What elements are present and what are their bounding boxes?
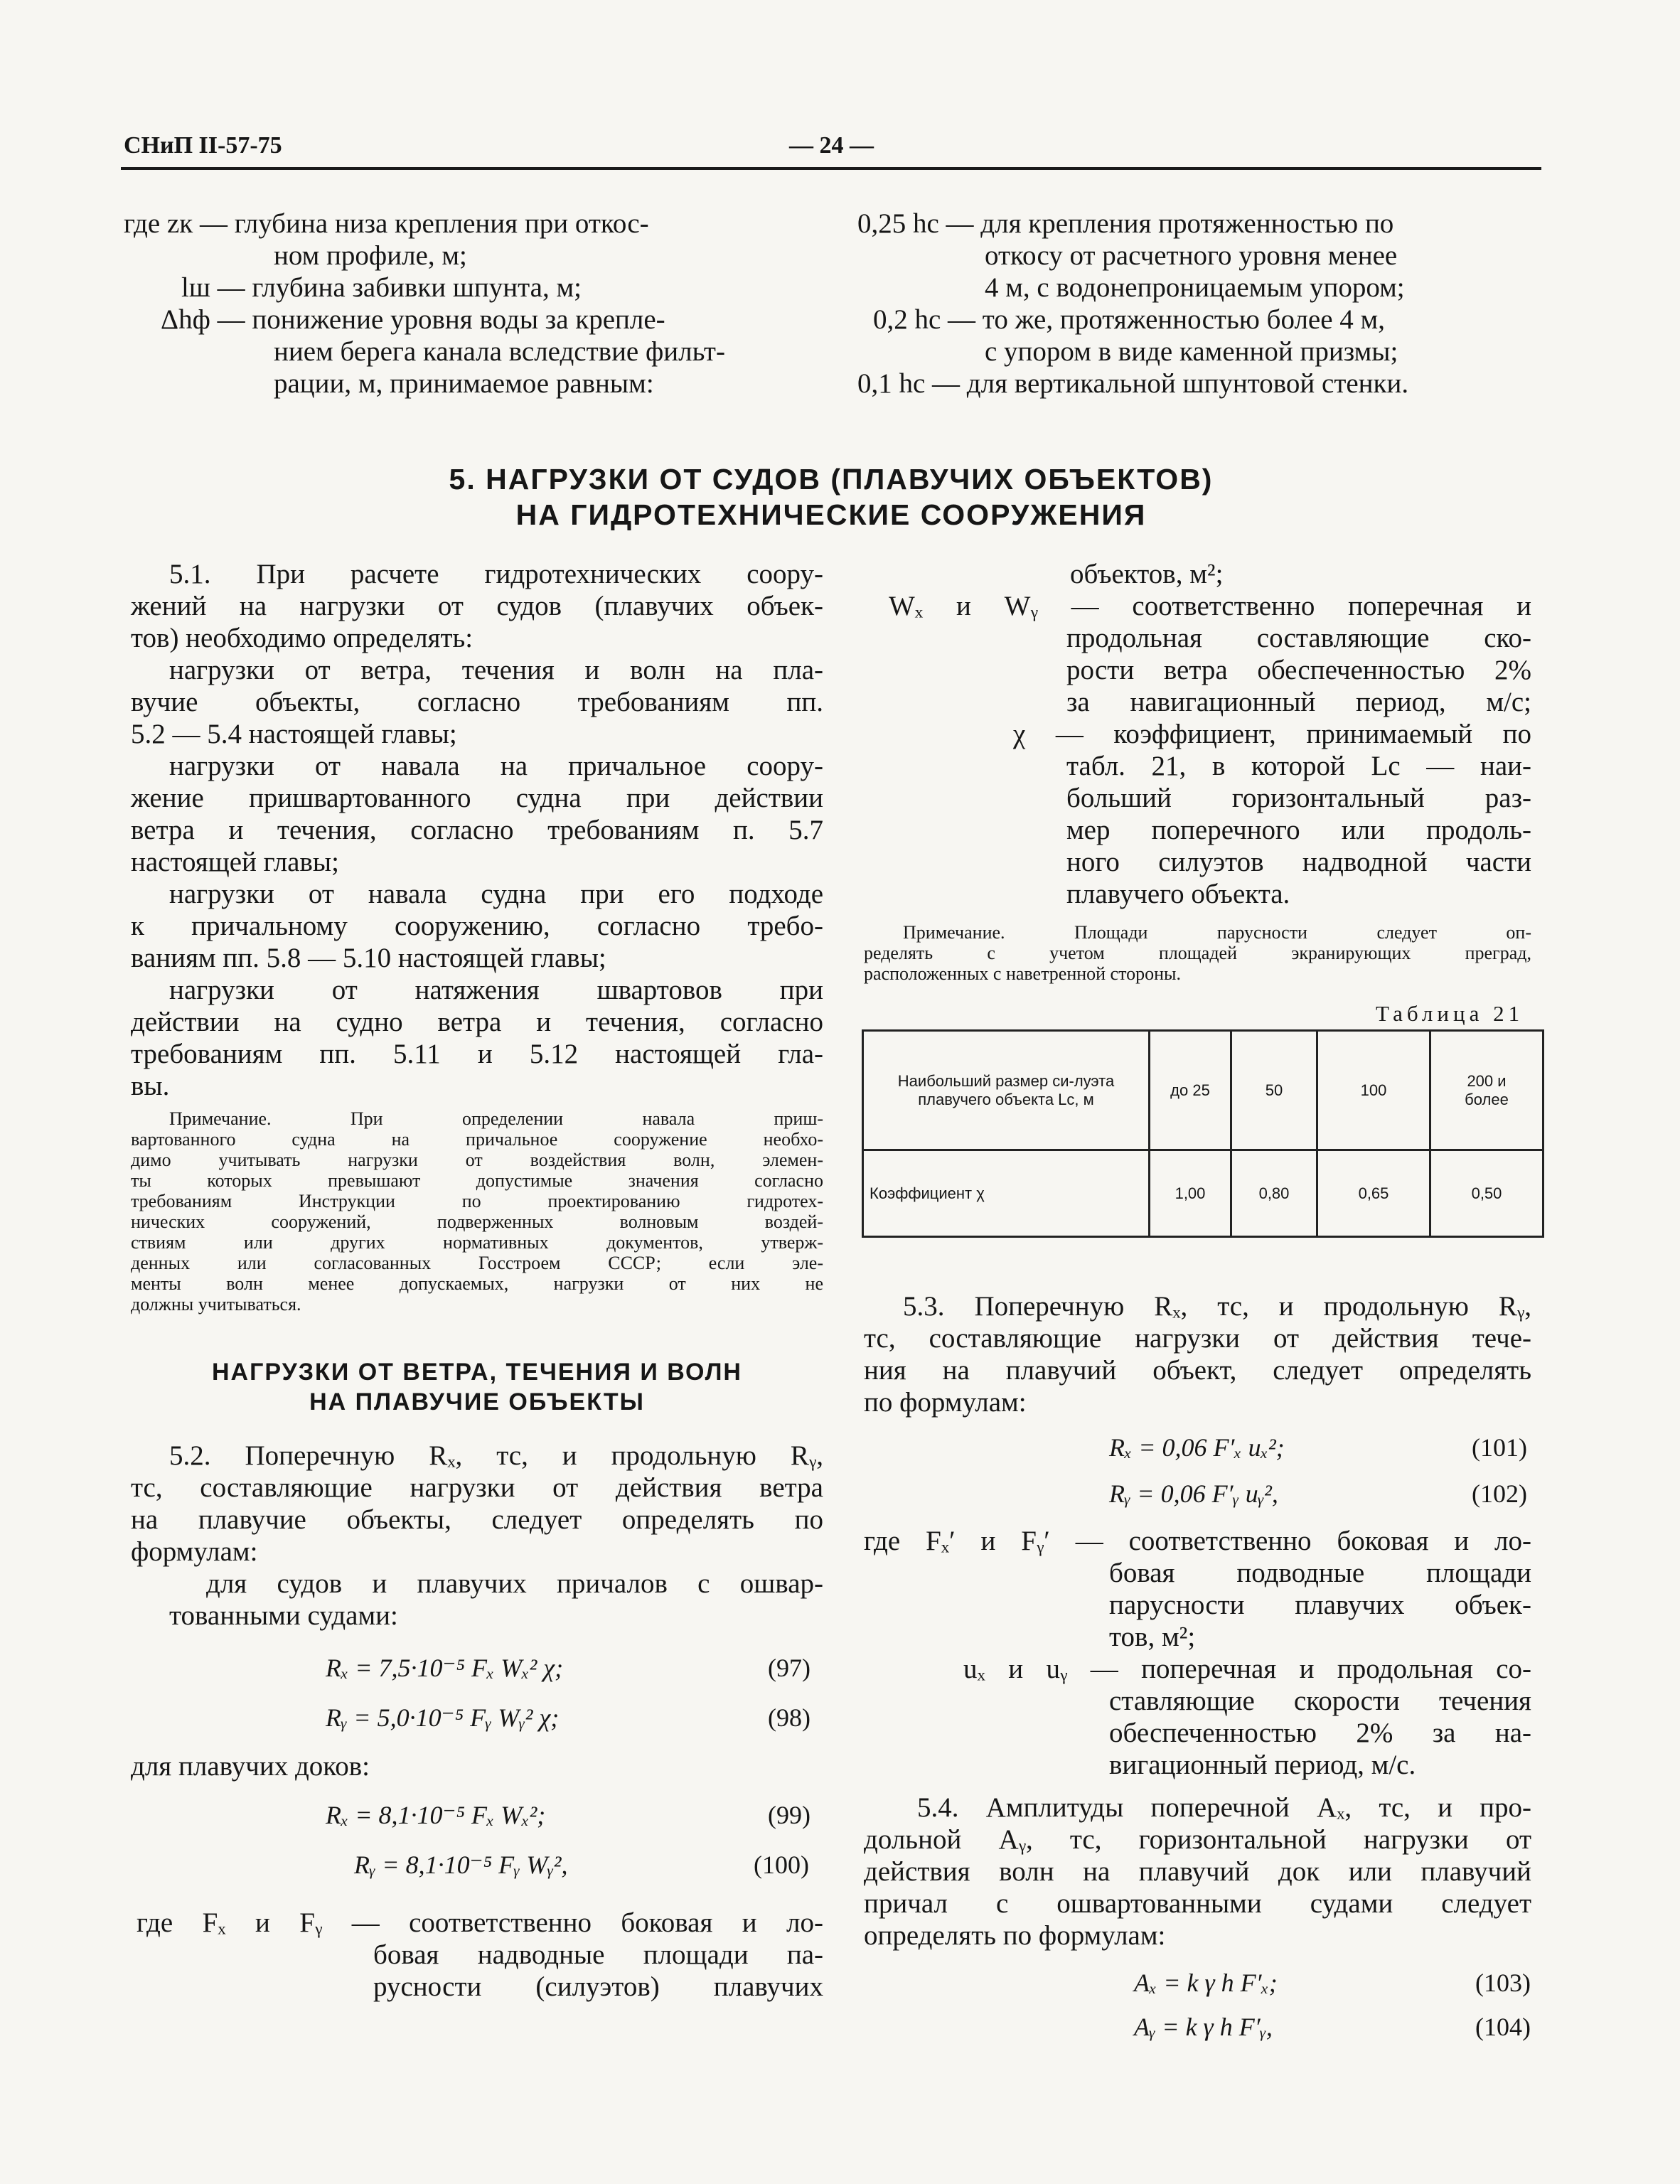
p51-line-12: к причальному сооружению, согласно требо- — [131, 911, 823, 941]
table-header-value: 50 — [1231, 1031, 1317, 1150]
p51-line-14: нагрузки от натяжения швартовов при — [169, 975, 823, 1005]
where2-line-3: парусности плавучих объек- — [1109, 1590, 1531, 1620]
right-cont-line-5: за навигационный период, м/с; — [1066, 687, 1531, 717]
eq104-number: (104) — [1475, 2013, 1531, 2041]
p52-line-6: тованными судами: — [169, 1600, 398, 1631]
eq100: Rᵧ = 8,1·10⁻⁵ Fᵧ Wᵧ², — [354, 1851, 568, 1879]
top-right-line-3: 4 м, с водонепроницаемым упором; — [985, 272, 1405, 303]
section-title-line-1: 5. НАГРУЗКИ ОТ СУДОВ (ПЛАВУЧИХ ОБЪЕКТОВ) — [449, 463, 1214, 496]
note1-line-9: менты волн менее допускаемых, нагрузки от них не — [131, 1273, 823, 1294]
right-cont-line-1: объектов, м²; — [1070, 559, 1224, 589]
eq103-number: (103) — [1475, 1969, 1531, 1997]
table-header-row — [863, 1031, 1543, 1150]
p54-line-3: действия волн на плавучий док или плавучий — [864, 1856, 1531, 1887]
note1-line-3: димо учитывать нагрузки от воздействия волн, элемен- — [131, 1150, 823, 1170]
p54-line-4: причал с ошвартованными судами следует — [864, 1888, 1531, 1919]
eq103: Aₓ = k γ h F′ₓ; — [1134, 1969, 1278, 1997]
top-right-line-5: с упором в виде каменной призмы; — [985, 336, 1398, 367]
p51-line-6: 5.2 — 5.4 настоящей главы; — [131, 719, 457, 749]
note1-line-7: ствиям или других нормативных документов, утверж- — [131, 1232, 823, 1253]
where2-line-7: обеспеченностью 2% за на- — [1109, 1718, 1531, 1748]
p53-line-3: ния на плавучий объект, следует определять — [864, 1355, 1531, 1386]
docks-line: для плавучих доков: — [131, 1751, 370, 1782]
eq100-number: (100) — [754, 1851, 809, 1879]
p52-line-3: на плавучие объекты, следует определять по — [131, 1504, 823, 1535]
note1-line-4: ты которых превышают допустимые значения согласно — [131, 1170, 823, 1191]
p51-line-10: настоящей главы; — [131, 847, 339, 877]
table-cell: 0,65 — [1317, 1150, 1430, 1237]
p51-line-11: нагрузки от навала судна при его подходе — [169, 879, 823, 909]
table-caption: Таблица 21 — [1376, 1001, 1524, 1026]
top-right-line-1: 0,25 hс — для крепления протяженностью по — [857, 208, 1394, 239]
p54-line-5: определять по формулам: — [864, 1920, 1166, 1951]
p52-line-2: тс, составляющие нагрузки от действия ветра — [131, 1472, 823, 1503]
where2-line-5: uₓ и uᵧ — поперечная и продольная со- — [963, 1654, 1531, 1684]
table-header-label: Наибольший размер си-луэта плавучего объекта Lс, м — [863, 1031, 1150, 1150]
top-left-line-3: lш — глубина забивки шпунта, м; — [181, 272, 582, 303]
top-left-line-5: нием берега канала вследствие фильт- — [274, 336, 725, 367]
eq104: Aᵧ = k γ h F′ᵧ, — [1134, 2013, 1273, 2041]
note2-line-1: Примечание. Площади парусности следует оп- — [903, 922, 1531, 943]
p51-line-16: требованиям пп. 5.11 и 5.12 настоящей гла- — [131, 1039, 823, 1069]
where2-line-2: бовая подводные площади — [1109, 1558, 1531, 1588]
p51-line-9: ветра и течения, согласно требованиям п. 5.7 — [131, 815, 823, 845]
where2-line-4: тов, м²; — [1109, 1622, 1196, 1652]
table-header-value: 100 — [1317, 1031, 1430, 1150]
note1-line-10: должны учитываться. — [131, 1294, 301, 1315]
right-cont-line-3: продольная составляющие ско- — [1066, 623, 1531, 653]
p53-line-1: 5.3. Поперечную Rₓ, тс, и продольную Rᵧ, — [903, 1291, 1531, 1322]
eq98: Rᵧ = 5,0·10⁻⁵ Fᵧ Wᵧ² χ; — [326, 1703, 560, 1732]
p52-line-5: для судов и плавучих причалов с ошвар- — [206, 1568, 823, 1599]
note2-line-3: расположенных с наветренной стороны. — [864, 963, 1181, 984]
table-row-label: Коэффициент χ — [863, 1150, 1150, 1237]
right-cont-line-11: плавучего объекта. — [1066, 879, 1290, 909]
p51-line-8: жение пришвартованного судна при действии — [131, 783, 823, 813]
subheading-line-2: НА ПЛАВУЧИЕ ОБЪЕКТЫ — [309, 1388, 645, 1415]
right-cont-line-4: рости ветра обеспеченностью 2% — [1066, 655, 1531, 685]
note1-line-2: вартованного судна на причальное сооружение необхо- — [131, 1129, 823, 1150]
subheading-line-1: НАГРУЗКИ ОТ ВЕТРА, ТЕЧЕНИЯ И ВОЛН — [212, 1359, 742, 1386]
top-left-line-2: ном профиле, м; — [274, 240, 467, 271]
right-cont-line-10: ного силуэтов надводной части — [1066, 847, 1531, 877]
where-line-3: русности (силуэтов) плавучих — [373, 1971, 823, 2002]
note2-line-2: ределять с учетом площадей экранирующих преград, — [864, 943, 1531, 963]
page-number: — 24 — — [789, 132, 874, 159]
table-cell: 0,50 — [1430, 1150, 1543, 1237]
p54-line-2: дольной Aᵧ, тс, горизонтальной нагрузки от — [864, 1824, 1531, 1855]
where2-line-6: ставляющие скорости течения — [1109, 1686, 1531, 1716]
eq101: Rₓ = 0,06 F′ₓ uₓ²; — [1109, 1433, 1285, 1462]
where2-line-8: вигационный период, м/с. — [1109, 1750, 1416, 1780]
p51-line-5: вучие объекты, согласно требованиям пп. — [131, 687, 823, 717]
table-cell: 1,00 — [1150, 1150, 1231, 1237]
top-right-line-4: 0,2 hс — то же, протяженностью более 4 м, — [873, 304, 1385, 335]
p51-line-13: ваниям пп. 5.8 — 5.10 настоящей главы; — [131, 943, 606, 973]
right-cont-line-7: табл. 21, в которой Lс — наи- — [1066, 751, 1531, 781]
header-rule — [121, 167, 1541, 170]
right-cont-line-2: Wₓ и Wᵧ — соответственно поперечная и — [889, 591, 1531, 621]
right-cont-line-8: больший горизонтальный раз- — [1066, 783, 1531, 813]
p51-line-4: нагрузки от ветра, течения и волн на пла- — [169, 655, 823, 685]
p53-line-4: по формулам: — [864, 1387, 1027, 1418]
p51-line-3: тов) необходимо определять: — [131, 623, 473, 653]
top-left-line-6: рации, м, принимаемое равным: — [274, 368, 654, 399]
top-left-line-4: Δhф — понижение уровня воды за крепле- — [161, 304, 665, 335]
eq99: Rₓ = 8,1·10⁻⁵ Fₓ Wₓ²; — [326, 1801, 546, 1829]
eq99-number: (99) — [768, 1801, 810, 1829]
where2-line-1: где Fₓ′ и Fᵧ′ — соответственно боковая и ло- — [864, 1526, 1531, 1556]
p52-line-4: формулам: — [131, 1536, 258, 1567]
table-cell: 0,80 — [1231, 1150, 1317, 1237]
where-line-1: где Fₓ и Fᵧ — соответственно боковая и ло- — [137, 1907, 823, 1938]
p51-line-7: нагрузки от навала на причальное соору- — [169, 751, 823, 781]
section-title-line-2: НА ГИДРОТЕХНИЧЕСКИЕ СООРУЖЕНИЯ — [515, 498, 1147, 531]
table-header-value: 200 и более — [1430, 1031, 1543, 1150]
note1-line-8: денных или согласованных Госстроем СССР; если эле- — [131, 1253, 823, 1273]
p54-line-1: 5.4. Амплитуды поперечной Aₓ, тс, и про- — [917, 1792, 1531, 1823]
p51-line-15: действии на судно ветра и течения, согласно — [131, 1007, 823, 1037]
eq97-number: (97) — [768, 1654, 810, 1682]
eq101-number: (101) — [1472, 1433, 1527, 1462]
p52-line-1: 5.2. Поперечную Rₓ, тс, и продольную Rᵧ, — [169, 1440, 823, 1471]
document-code: СНиП II-57-75 — [124, 132, 282, 159]
top-right-line-6: 0,1 hс — для вертикальной шпунтовой стенки. — [857, 368, 1409, 399]
right-cont-line-9: мер поперечного или продоль- — [1066, 815, 1531, 845]
eq98-number: (98) — [768, 1703, 810, 1732]
p53-line-2: тс, составляющие нагрузки от действия тече- — [864, 1323, 1531, 1354]
note1-line-6: нических сооружений, подверженных волновым воздей- — [131, 1211, 823, 1232]
note1-line-5: требованиям Инструкции по проектированию гидротех- — [131, 1191, 823, 1211]
where-line-2: бовая надводные площади па- — [373, 1939, 823, 1970]
top-right-line-2: откосу от расчетного уровня менее — [985, 240, 1398, 271]
top-left-line-1: где zк — глубина низа крепления при откос- — [124, 208, 649, 239]
eq97: Rₓ = 7,5·10⁻⁵ Fₓ Wₓ² χ; — [326, 1654, 564, 1682]
right-cont-line-6: χ — коэффициент, принимаемый по — [1013, 719, 1531, 749]
p51-line-2: жений на нагрузки от судов (плавучих объек- — [131, 591, 823, 621]
eq102: Rᵧ = 0,06 F′ᵧ uᵧ², — [1109, 1479, 1278, 1508]
p51-line-1: 5.1. При расчете гидротехнических соору- — [169, 559, 823, 589]
note1-line-1: Примечание. При определении навала приш- — [169, 1108, 823, 1129]
p51-line-17: вы. — [131, 1071, 170, 1101]
table-row — [863, 1150, 1543, 1237]
table-header-value: до 25 — [1150, 1031, 1231, 1150]
table-21 — [862, 1029, 1544, 1238]
eq102-number: (102) — [1472, 1479, 1527, 1508]
